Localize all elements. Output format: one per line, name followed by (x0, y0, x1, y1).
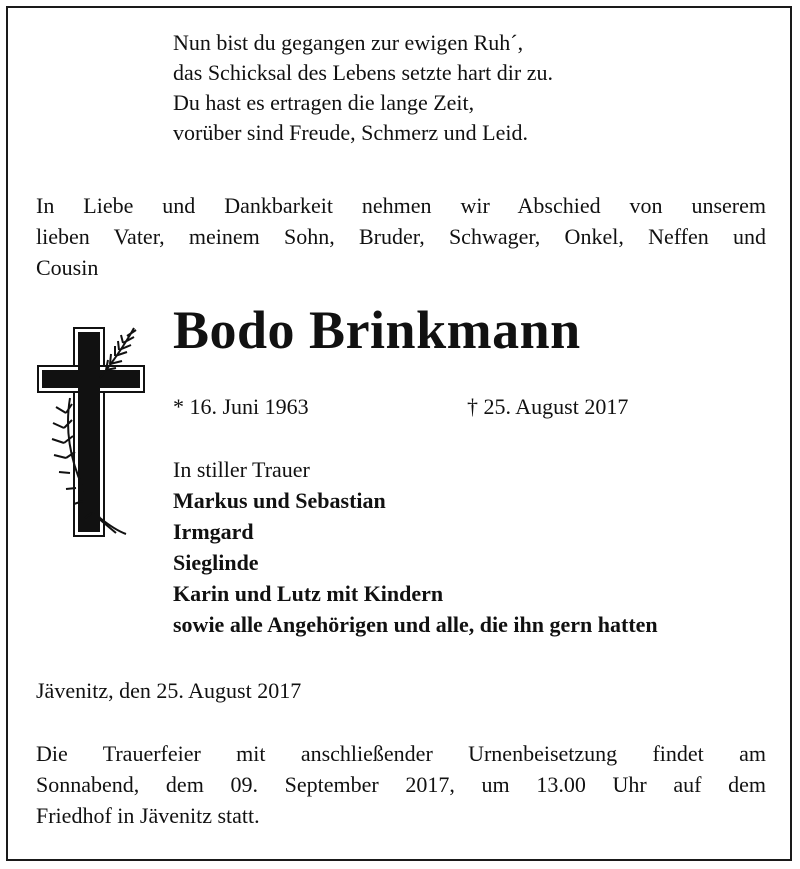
intro-line: In Liebe und Dankbarkeit nehmen wir Abschied von unserem (36, 193, 766, 218)
mourner-name: sowie alle Angehörigen und alle, die ihn gern hatten (173, 612, 658, 637)
deceased-name: Bodo Brinkmann (173, 300, 581, 360)
death-date: † 25. August 2017 (467, 394, 629, 419)
mourner-name: Karin und Lutz mit Kindern (173, 581, 444, 606)
intro-text (36, 190, 766, 283)
mourners-heading: In stiller Trauer (173, 457, 310, 482)
mourner-name: Sieglinde (173, 550, 259, 575)
poem (173, 28, 553, 148)
poem-line: Du hast es ertragen die lange Zeit, (173, 90, 475, 115)
service-line: Die Trauerfeier mit anschließender Urnenbeisetzung findet am (36, 741, 766, 766)
service-line: Sonnabend, dem 09. September 2017, um 13.00 Uhr auf dem (36, 772, 766, 797)
mourners (173, 454, 658, 640)
poem-line: vorüber sind Freude, Schmerz und Leid. (173, 120, 528, 145)
poem-line: Nun bist du gegangen zur ewigen Ruh´, (173, 30, 524, 55)
mourner-name: Markus und Sebastian (173, 488, 386, 513)
service-line: Friedhof in Jävenitz statt. (36, 803, 260, 828)
place-date: Jävenitz, den 25. August 2017 (36, 678, 302, 703)
poem-line: das Schicksal des Lebens setzte hart dir zu. (173, 60, 553, 85)
cross-with-palm-branch-icon (30, 318, 160, 548)
intro-line: Cousin (36, 255, 99, 280)
intro-line: lieben Vater, meinem Sohn, Bruder, Schwager, Onkel, Neffen und (36, 224, 766, 249)
funeral-service-info (36, 738, 766, 831)
mourner-name: Irmgard (173, 519, 254, 544)
birth-date: * 16. Juni 1963 (173, 394, 309, 419)
